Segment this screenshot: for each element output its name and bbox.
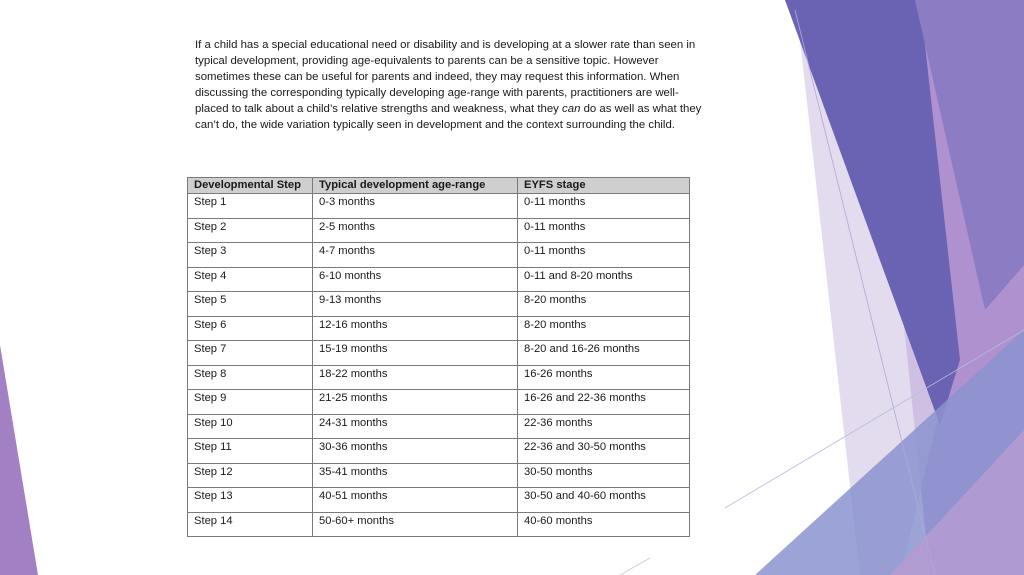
cell-eyfs-stage: 40-60 months: [518, 512, 690, 537]
table-row: [188, 512, 690, 537]
table-row: [188, 267, 690, 292]
table-row: [188, 365, 690, 390]
table-row: [188, 463, 690, 488]
cell-eyfs-stage: 0-11 months: [518, 194, 690, 219]
cell-age-range: 18-22 months: [313, 365, 518, 390]
table-body: [188, 194, 690, 537]
cell-age-range: 12-16 months: [313, 316, 518, 341]
cell-eyfs-stage: 0-11 months: [518, 218, 690, 243]
cell-step: Step 10: [188, 414, 313, 439]
header-eyfs-stage: EYFS stage: [518, 178, 690, 194]
cell-step: Step 9: [188, 390, 313, 415]
cell-step: Step 5: [188, 292, 313, 317]
table-row: [188, 316, 690, 341]
cell-age-range: 15-19 months: [313, 341, 518, 366]
cell-eyfs-stage: 16-26 months: [518, 365, 690, 390]
cell-age-range: 30-36 months: [313, 439, 518, 464]
cell-step: Step 6: [188, 316, 313, 341]
cell-step: Step 13: [188, 488, 313, 513]
cell-age-range: 35-41 months: [313, 463, 518, 488]
cell-age-range: 21-25 months: [313, 390, 518, 415]
cell-eyfs-stage: 0-11 months: [518, 243, 690, 268]
table-row: [188, 439, 690, 464]
cell-step: Step 1: [188, 194, 313, 219]
cell-eyfs-stage: 0-11 and 8-20 months: [518, 267, 690, 292]
table-row: [188, 414, 690, 439]
cell-step: Step 12: [188, 463, 313, 488]
table-row: [188, 292, 690, 317]
intro-paragraph: [195, 37, 705, 134]
paragraph-emphasis: can: [562, 103, 581, 116]
table-row: [188, 341, 690, 366]
cell-step: Step 14: [188, 512, 313, 537]
cell-age-range: 6-10 months: [313, 267, 518, 292]
cell-eyfs-stage: 30-50 months: [518, 463, 690, 488]
cell-age-range: 4-7 months: [313, 243, 518, 268]
table-header-row: [188, 178, 690, 194]
cell-eyfs-stage: 22-36 months: [518, 414, 690, 439]
paragraph-part-3: do as well as what they can’t do, the wide variation typically seen in development and the context surrounding the child.: [195, 103, 702, 132]
cell-step: Step 3: [188, 243, 313, 268]
table-row: [188, 488, 690, 513]
cell-step: Step 8: [188, 365, 313, 390]
table-row: [188, 390, 690, 415]
cell-eyfs-stage: 8-20 months: [518, 316, 690, 341]
cell-step: Step 4: [188, 267, 313, 292]
cell-age-range: 0-3 months: [313, 194, 518, 219]
cell-age-range: 9-13 months: [313, 292, 518, 317]
cell-age-range: 2-5 months: [313, 218, 518, 243]
thin-line-3: [620, 558, 650, 575]
cell-step: Step 2: [188, 218, 313, 243]
cell-age-range: 40-51 months: [313, 488, 518, 513]
cell-eyfs-stage: 16-26 and 22-36 months: [518, 390, 690, 415]
cell-step: Step 7: [188, 341, 313, 366]
cell-eyfs-stage: 30-50 and 40-60 months: [518, 488, 690, 513]
paragraph-part-1: If a child has a special educational need or disability and is developing at a slower rate than seen in typical development, providing age-equivalents to parents can be a sensitive topic. However sometimes these can be useful for parents and indeed, they may request this information. When discussing the corresponding typically developing age-range with parents, practitioners are well-placed to talk about a child’s relative strengths and weakness, what they: [195, 39, 696, 116]
left-edge-shape: [0, 345, 38, 575]
cell-eyfs-stage: 8-20 months: [518, 292, 690, 317]
table-row: [188, 194, 690, 219]
cell-eyfs-stage: 22-36 and 30-50 months: [518, 439, 690, 464]
cell-eyfs-stage: 8-20 and 16-26 months: [518, 341, 690, 366]
cell-step: Step 11: [188, 439, 313, 464]
header-age-range: Typical development age-range: [313, 178, 518, 194]
cell-age-range: 50-60+ months: [313, 512, 518, 537]
developmental-steps-table: [187, 177, 690, 537]
cell-age-range: 24-31 months: [313, 414, 518, 439]
header-developmental-step: Developmental Step: [188, 178, 313, 194]
table-row: [188, 243, 690, 268]
table-row: [188, 218, 690, 243]
